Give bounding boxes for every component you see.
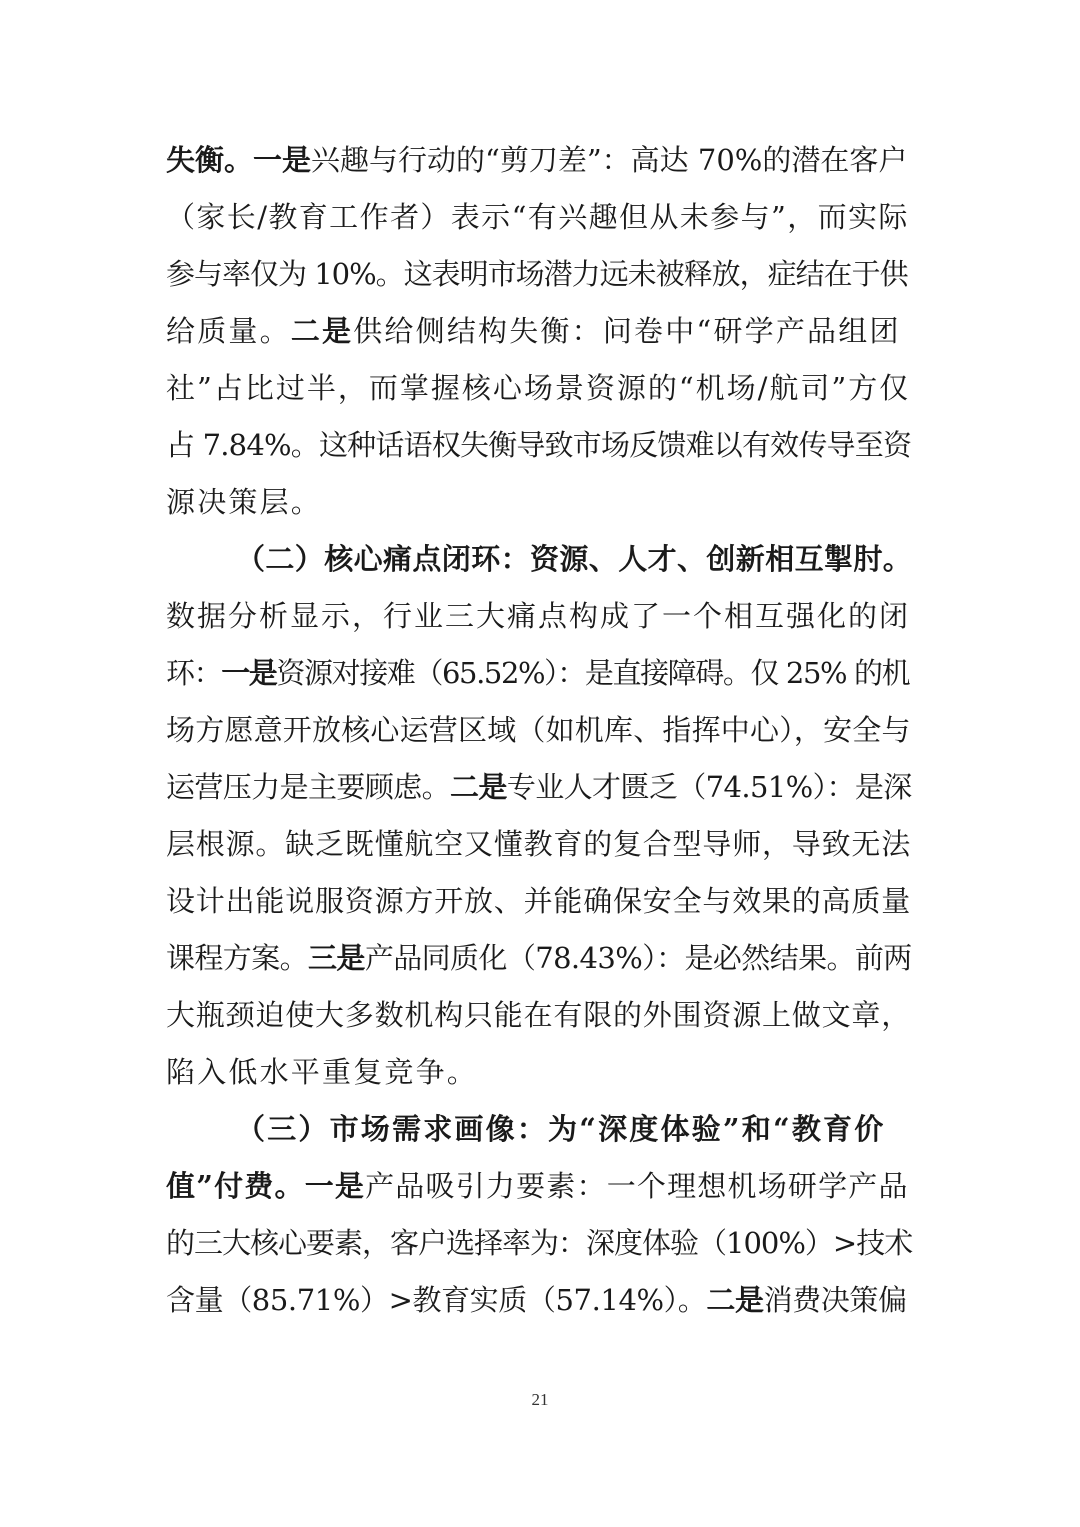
text-line [166, 1223, 912, 1263]
text-line [166, 1052, 478, 1092]
body-text: 兴趣与行动的“剪刀差”： [311, 143, 631, 177]
emphasis-text: 一是 [221, 656, 277, 690]
body-text: 产品同质化（78.43%）：是必然结果。前两 [364, 941, 912, 975]
section-heading [236, 1109, 885, 1149]
text-line [166, 311, 901, 351]
emphasis-text: 二是 [706, 1283, 764, 1317]
body-text: 占 7.84%。这种话语权失衡导致市场反馈难以有效传导至资 [166, 428, 912, 462]
body-text: 消费决策偏 [763, 1283, 907, 1317]
body-text: 参与率仅为 10%。这表明市场潜力远未被释放，症结在于供 [166, 257, 908, 291]
text-line [166, 938, 912, 978]
body-text: 运营压力是主要顾虑。 [166, 770, 451, 804]
emphasis-text: 三是 [308, 941, 365, 975]
page-number: 21 [531, 1390, 549, 1409]
emphasis-text: 失衡。一是 [166, 143, 312, 177]
body-text: 设计出能说服资源方开放、并能确保安全与效果的高质量 [166, 884, 912, 918]
text-line [166, 596, 910, 636]
body-text: 供给侧结构失衡：问卷中“研学产品组团 [353, 314, 901, 348]
body-text: 数据分析显示，行业三大痛点构成了一个相互强化的闭 [166, 599, 911, 633]
text-line [166, 824, 911, 864]
body-text: 课程方案。 [166, 941, 309, 975]
body-text: 含量（85.71%）>教育实质（57.14%）。 [166, 1283, 707, 1317]
text-line [166, 1166, 909, 1206]
emphasis-text: 值”付费。 [166, 1169, 305, 1203]
body-text: 环： [166, 656, 222, 690]
text-line [166, 710, 911, 750]
emphasis-text: 二是 [450, 770, 507, 804]
body-text: 的三大核心要素，客户选择率为：深度体验（100%）>技术 [166, 1226, 913, 1260]
text-line [166, 140, 907, 180]
body-text: 产品吸引力要素：一个理想机场研学产品 [365, 1169, 909, 1203]
body-text: 陷入低水平重复竞争。 [166, 1055, 479, 1089]
text-line [166, 425, 911, 465]
text-line [166, 995, 911, 1035]
body-text: 社”占比过半，而掌握核心场景资源的“机场/航司”方仅 [166, 371, 911, 405]
body-text: 给质量。 [166, 314, 291, 348]
text-line [166, 653, 909, 693]
body-text: （家长/教育工作者）表示“有兴趣但从未参与”，而实际 [166, 200, 909, 234]
text-line [166, 881, 911, 921]
text-line [166, 368, 910, 408]
body-text: 专业人才匮乏（74.51%）：是深 [506, 770, 912, 804]
body-text: 场方愿意开放核心运营区域（如机库、指挥中心），安全与 [166, 713, 911, 747]
body-text: 层根源。缺乏既懂航空又懂教育的复合型导师，导致无法 [166, 827, 912, 861]
emphasis-text: 一是 [304, 1169, 366, 1203]
body-text: 高达 70%的潜在客户 [630, 143, 908, 177]
heading-text: （二）核心痛点闭环：资源、人才、创新相互掣肘。 [236, 542, 913, 576]
text-line [166, 197, 909, 237]
text-line [166, 254, 908, 294]
body-text: 源决策层。 [166, 485, 323, 519]
emphasis-text: 二是 [290, 314, 354, 348]
body-text: 大瓶颈迫使大多数机构只能在有限的外围资源上做文章， [166, 998, 912, 1032]
body-text: 资源对接难（65.52%）：是直接障碍。仅 25% 的机 [276, 656, 910, 690]
text-line [166, 767, 912, 807]
text-line [166, 1280, 907, 1320]
heading-text: （三）市场需求画像：为“深度体验”和“教育价 [236, 1112, 886, 1146]
section-heading [236, 539, 912, 579]
text-line [166, 482, 322, 522]
